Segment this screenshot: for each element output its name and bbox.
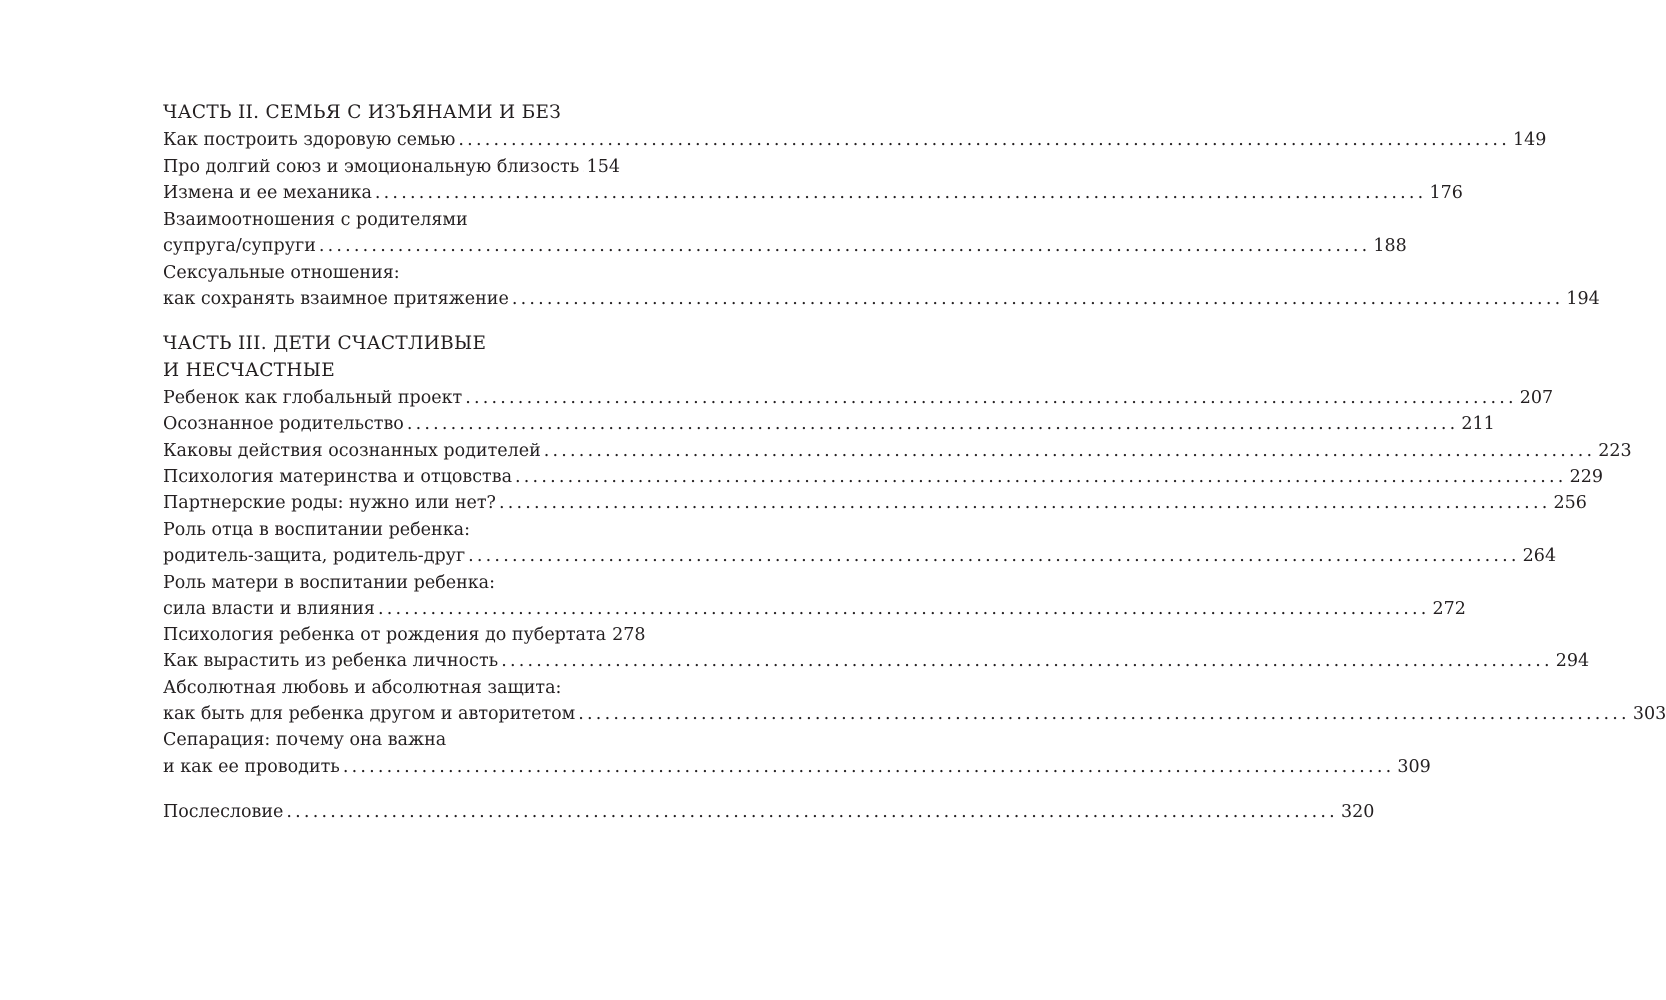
entry-page: 149 (1512, 130, 1547, 150)
leader-dots: ........................................................................................................................ (458, 130, 1510, 150)
entry-title-line1: Роль матери в воспитании ребенка: (163, 573, 496, 593)
toc-entry[interactable] (163, 701, 1666, 727)
toc-entry[interactable] (163, 411, 1495, 437)
toc-entry[interactable] (163, 543, 1557, 569)
toc-entry[interactable] (163, 286, 1600, 312)
leader-dots: ........................................................................................................................ (406, 414, 1459, 434)
leader-dots: ........................................................................................................................ (374, 183, 1427, 203)
entry-title: родитель-защита, родитель-друг (163, 546, 466, 566)
leader-dots: ........................................................................................................................ (465, 388, 1517, 408)
toc-entry[interactable] (163, 754, 1431, 780)
entry-title: как быть для ребенка другом и авторитетом (163, 704, 576, 724)
entry-title-line1: Роль отца в воспитании ребенка: (163, 520, 470, 540)
leader-dots: ........................................................................................................................ (515, 467, 1567, 487)
leader-dots: ........................................................................................................................ (501, 651, 1553, 671)
entry-title-line1: Абсолютная любовь и абсолютная защита: (163, 678, 562, 698)
entry-title: Психология ребенка от рождения до пубертата (163, 625, 607, 645)
leader-dots: ........................................................................................................................ (318, 236, 1371, 256)
entry-page: 207 (1519, 388, 1554, 408)
part-3-title-line1: ЧАСТЬ III. ДЕТИ СЧАСТЛИВЫЕ (163, 333, 487, 354)
entry-title: Про долгий союз и эмоциональную близость (163, 157, 580, 177)
toc-entry[interactable] (163, 385, 1554, 411)
toc-entry[interactable] (163, 596, 1466, 622)
toc-entry[interactable] (163, 154, 620, 180)
leader-dots: ........................................................................................................................ (511, 289, 1564, 309)
entry-title: Ребенок как глобальный проект (163, 388, 463, 408)
toc-entry[interactable] (163, 233, 1407, 259)
entry-title: как сохранять взаимное притяжение (163, 289, 509, 309)
leader-dots: ........................................................................................................................ (286, 802, 1338, 822)
entry-page: 264 (1522, 546, 1557, 566)
leader-dots: ........................................................................................................................ (342, 757, 1395, 777)
entry-title: Измена и ее механика (163, 183, 372, 203)
toc-entry[interactable] (163, 490, 1587, 516)
toc-entry-afterword[interactable] (163, 799, 1375, 825)
part-2-title: ЧАСТЬ II. СЕМЬЯ С ИЗЪЯНАМИ И БЕЗ (163, 102, 562, 123)
entry-title-line1: Сексуальные отношения: (163, 263, 400, 283)
entry-title: Психология материнства и отцовства (163, 467, 513, 487)
toc-entry[interactable] (163, 127, 1547, 153)
toc-entry[interactable] (163, 622, 646, 648)
entry-page: 294 (1555, 651, 1590, 671)
entry-page: 272 (1432, 599, 1466, 619)
entry-page: 194 (1566, 289, 1600, 309)
entry-title: и как ее проводить (163, 757, 340, 777)
leader-dots: ........................................................................................................................ (578, 704, 1630, 724)
toc-entry[interactable] (163, 438, 1632, 464)
entry-title-line1: Сепарация: почему она важна (163, 730, 447, 750)
entry-title: Послесловие (163, 802, 284, 822)
entry-title: Осознанное родительство (163, 414, 404, 434)
toc-entry[interactable] (163, 464, 1603, 490)
leader-dots: ........................................................................................................................ (377, 599, 1430, 619)
leader-dots: ........................................................................................................................ (498, 493, 1551, 513)
entry-title: Как вырастить из ребенка личность (163, 651, 499, 671)
entry-page: 278 (612, 625, 646, 645)
entry-title-line1: Взаимоотношения с родителями (163, 210, 468, 230)
entry-title: Партнерские роды: нужно или нет? (163, 493, 496, 513)
leader-dots: ........................................................................................................................ (468, 546, 1520, 566)
entry-page: 211 (1461, 414, 1495, 434)
entry-page: 303 (1632, 704, 1666, 724)
toc-entry[interactable] (163, 180, 1463, 206)
leader-dots (582, 154, 583, 180)
entry-title: Каковы действия осознанных родителей (163, 441, 541, 461)
entry-page: 188 (1373, 236, 1407, 256)
toc-entry[interactable] (163, 648, 1590, 674)
entry-page: 154 (586, 157, 620, 177)
leader-dots: ........................................................................................................................ (543, 441, 1596, 461)
entry-page: 320 (1340, 802, 1375, 822)
entry-page: 229 (1569, 467, 1603, 487)
entry-title: сила власти и влияния (163, 599, 375, 619)
entry-page: 256 (1553, 493, 1587, 513)
entry-title: Как построить здоровую семью (163, 130, 456, 150)
entry-page: 223 (1598, 441, 1632, 461)
entry-page: 176 (1429, 183, 1463, 203)
entry-title: супруга/супруги (163, 236, 316, 256)
entry-page: 309 (1397, 757, 1431, 777)
part-3-title-line2: И НЕСЧАСТНЫЕ (163, 360, 336, 381)
